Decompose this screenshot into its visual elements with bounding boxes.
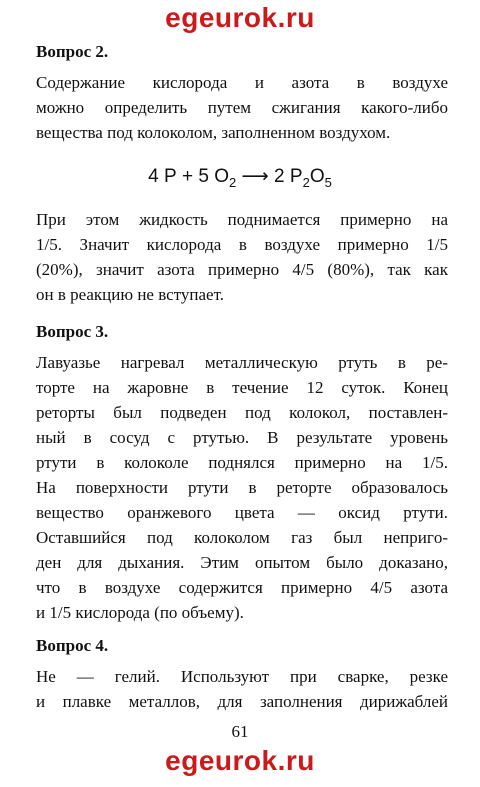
- text-line: Содержание кислорода и азота в воздухе: [36, 73, 448, 92]
- question-2-paragraph-1: [36, 70, 448, 145]
- text-line: ный в сосуд с ртутью. В результате уровень: [36, 428, 448, 447]
- watermark-bottom: egeurok.ru: [165, 745, 315, 776]
- text-line: ртути в колоколе поднялся примерно на 1/5.: [36, 453, 448, 472]
- text-line: (20%), значит азота примерно 4/5 (80%), так как: [36, 260, 448, 279]
- page-number: 61: [231, 722, 249, 741]
- question-3-paragraph: [36, 350, 448, 625]
- text-line: можно определить путем сжигания какого-либо: [36, 98, 448, 117]
- text-line: вещества под колоколом, заполненном воздухом.: [36, 123, 391, 142]
- text-line: Не — гелий. Используют при сварке, резке: [36, 667, 448, 686]
- text-line: что в воздухе содержится примерно 4/5 азота: [36, 578, 448, 597]
- text-line: вещество оранжевого цвета — оксид ртути.: [36, 503, 448, 522]
- chemical-equation: 4 P + 5 $O_2$ ⟶ 2 $P_2O_5$: [148, 166, 332, 190]
- question-4-heading: Вопрос 4.: [36, 636, 109, 655]
- text-line: 1/5. Значит кислорода в воздухе примерно 1/5: [36, 235, 448, 254]
- watermark-top: egeurok.ru: [165, 2, 315, 33]
- question-3-heading: Вопрос 3.: [36, 322, 109, 341]
- text-line: Лавуазье нагревал металлическую ртуть в ре-: [36, 353, 448, 372]
- text-line: и 1/5 кислорода (по объему).: [36, 603, 244, 622]
- text-line: При этом жидкость поднимается примерно на: [36, 210, 448, 229]
- question-2-paragraph-2: [36, 207, 448, 307]
- text-line: реторты был подведен под колокол, поставлен-: [36, 403, 448, 422]
- text-line: ден для дыхания. Этим опытом было доказано,: [36, 553, 448, 572]
- text-line: он в реакцию не вступает.: [36, 285, 224, 304]
- question-4-paragraph: [36, 664, 448, 714]
- text-line: Оставшийся под колоколом газ был непригo-: [36, 528, 448, 547]
- text-line: На поверхности ртути в реторте образовалось: [36, 478, 448, 497]
- text-line: торте на жаровне в течение 12 суток. Конец: [36, 378, 448, 397]
- text-line: и плавке металлов, для заполнения дирижаблей: [36, 692, 448, 711]
- question-2-heading: Вопрос 2.: [36, 42, 109, 61]
